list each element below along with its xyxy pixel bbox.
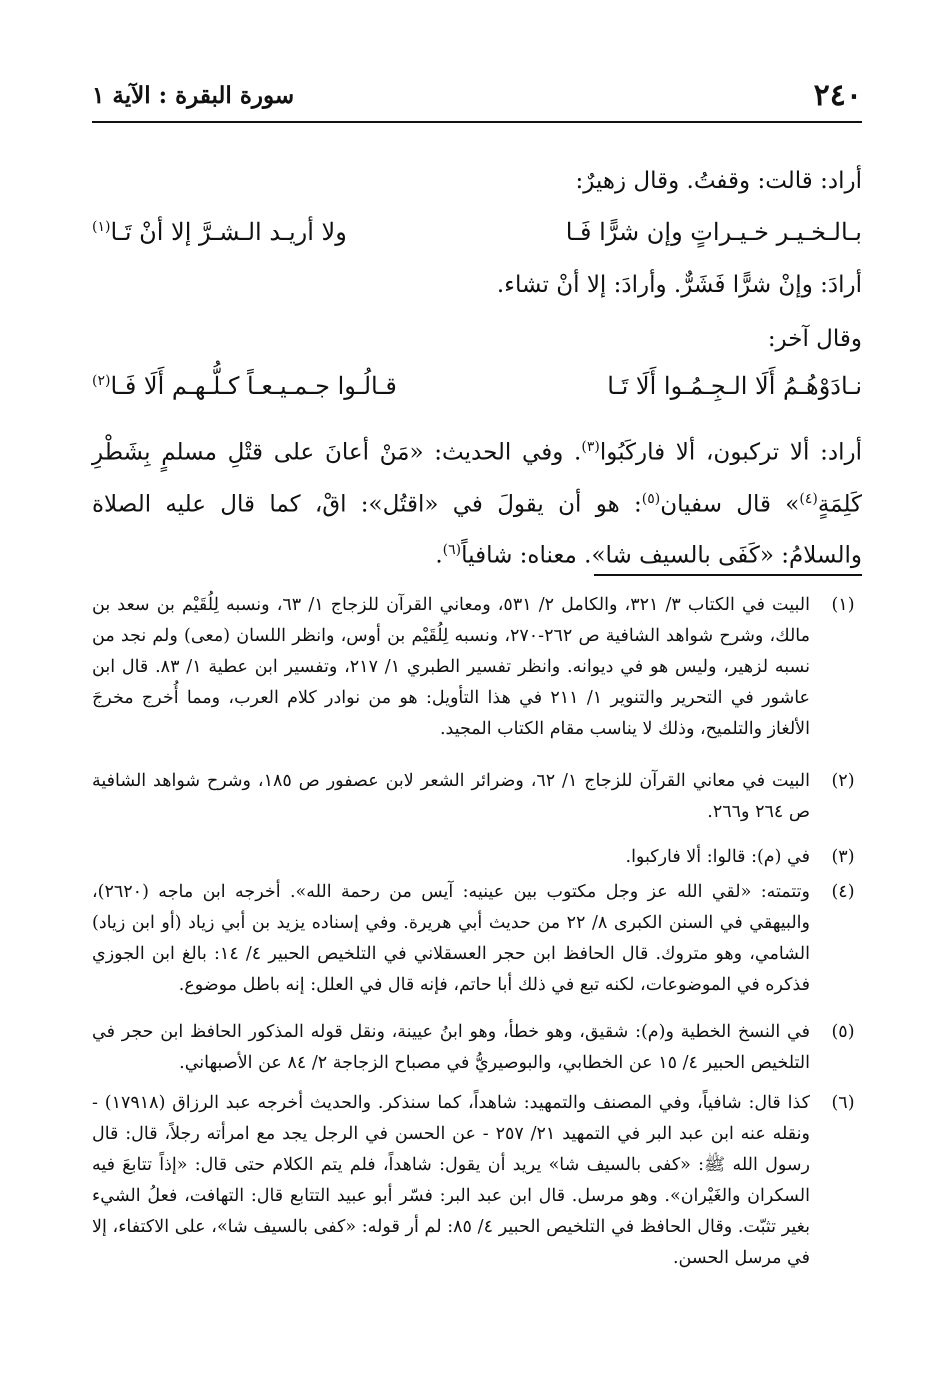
- footnote-ref-6: (٦): [442, 542, 462, 559]
- footnote-number: (٢): [831, 771, 855, 791]
- running-title: سورة البقرة : الآية ١: [92, 82, 295, 109]
- footnote-number: (٣): [831, 847, 855, 867]
- footnote-number: (١): [831, 595, 855, 615]
- footnote-text: في النسخ الخطية و(م): شقيق، وهو خطأ، وهو ابنُ عيينة، ونقل قوله المذكور الحافظ ابن حجر في التلخيص الحبير ٤/ ١٥ عن الخطابي، والبوصيريُّ في مصباح الزجاجة ٢/ ٨٤ عن الأصبهاني.: [92, 1022, 810, 1073]
- para-part-a: أراد: ألا تركبون، ألا فاركَبُوا: [599, 439, 862, 466]
- para-part-e: .: [435, 542, 443, 569]
- footnote-text: كذا قال: شافياً، وفي المصنف والتمهيد: شاهداً، كما سنذكر. والحديث أخرجه عبد الرزاق (١٧٩١٨) - ونقله عنه ابن عبد البر في التمهيد ٢١/ ٢٥٧ - عن الحسن في الرجل يجد مع امرأته رجلاً، قال: قال رسول الله ﷺ: «كفى بالسيف شا» يريد أن يقول: شاهداً، فلم يتم الكلام حتى قال: «إذاً تتابعَ فيه السكران والغَيْران». وهو مرسل. قال ابن عبد البر: فسّر أبو عبيد التتابع قال: التهافت، فعلُ الشيء بغير تثبّت. وقال الحافظ في التلخيص الحبير ٤/ ٨٥: لم أر قوله: «كفى بالسيف شا»، على الاكتفاء، إلا في مرسل الحسن.: [92, 1093, 810, 1268]
- verse-2-left-hemistich: [92, 372, 397, 400]
- verse-2: [92, 372, 862, 416]
- footnote-ref-1: (١): [92, 219, 111, 235]
- footnote-5: [92, 1017, 862, 1079]
- verse-2-left-text: قـالُـوا جـمـيـعـاً كـلُّـهـم أَلَا فَـا: [110, 372, 397, 400]
- footnote-text: في (م): قالوا: ألا فاركبوا.: [625, 847, 810, 867]
- footnote-ref-5: (٥): [641, 490, 661, 507]
- verse-1-right-hemistich: بـالـخـيـر خـيـراتٍ وإن شرًّا فَـا: [565, 218, 862, 246]
- footnote-number: (٥): [831, 1022, 855, 1042]
- verse-1-left-hemistich: [92, 218, 347, 246]
- footnote-4: [92, 877, 862, 1001]
- footnote-2: [92, 766, 862, 828]
- footnote-text: البيت في معاني القرآن للزجاج ١/ ٦٢، وضرائر الشعر لابن عصفور ص ١٨٥، وشرح شواهد الشافية ص ٢٦٤ و٢٦٦.: [92, 771, 810, 822]
- footnote-ref-4: (٤): [799, 490, 818, 507]
- footnote-6: [92, 1088, 862, 1274]
- verse-1-left-text: ولا أريـد الـشـرَّ إلا أنْ تَـا: [110, 218, 347, 246]
- para-part-d: : هو أن يقولَ في «اقتُل»: اقْ، كما قال عليه الصلاة والسلامُ: «كَفَى بالسيف شا». معناه: شافياً: [92, 491, 862, 569]
- footnote-ref-3: (٣): [581, 439, 600, 455]
- footnote-text: البيت في الكتاب ٣/ ٣٢١، والكامل ٢/ ٥٣١، ومعاني القرآن للزجاج ١/ ٦٣، ونسبه لِلُقَيْم بن سعد بن مالك، وشرح شواهد الشافية ص ٢٦٢-٢٧٠، ونسبه لِلُقَيْم بن أوس، وانظر اللسان (معى) ولم نجد من نسبه لزهير، وليس هو في ديوانه. وانظر تفسير الطبري ١/ ٢١٧، وتفسير ابن عطية ١/ ٨٣. قال ابن عاشور في التحرير والتنوير ١/ ٢١١ في هذا التأويل: هو من نوادر كلام العرب، ومما أُخرج مخرجَ الألغاز والتلميح، وذلك لا يناسب مقام الكتاب المجيد.: [92, 595, 811, 739]
- para-part-c: » قال سفيان: [660, 491, 800, 518]
- footnote-3: [92, 842, 862, 873]
- main-line-1: أراد: قالت: وقفتُ. وقال زهيرٌ:: [575, 168, 862, 194]
- page-header: [92, 74, 862, 120]
- footnote-ref-2: (٢): [92, 373, 111, 389]
- verse-1: [92, 218, 862, 262]
- footnote-number: (٦): [831, 1093, 855, 1113]
- main-paragraph: [92, 424, 862, 579]
- verse-2-right-hemistich: نـادَوْهُـمُ أَلَا الـجِـمُـوا أَلَا تَـا: [607, 372, 862, 400]
- page-number: ٢٤٠: [813, 78, 862, 113]
- footnote-text: وتتمته: «لقي الله عز وجل مكتوب بين عينيه: آيس من رحمة الله». أخرجه ابن ماجه (٢٦٢٠)، والبيهقي في السنن الكبرى ٨/ ٢٢ من حديث أبي هريرة. وفي إسناده يزيد بن أبي زياد (أو ابن زياد) الشامي، وهو متروك. قال الحافظ ابن حجر العسقلاني في التلخيص الحبير ٤/ ١٤: بالغ ابن الجوزي فذكره في الموضوعات، لكنه تبع في ذلك أبا حاتم، فإنه قال في العلل: إنه باطل موضوع.: [92, 882, 810, 995]
- main-line-2: أرادَ: وإنْ شرًّا فَشَرٌّ. وأرادَ: إلا أنْ تشاء.: [496, 272, 862, 298]
- header-rule: [92, 121, 862, 123]
- para-part-b: . وفي الحديث: «مَنْ أعانَ على قتْلِ مسلمٍ بِشَطْرِ كَلِمَةٍ: [92, 439, 863, 518]
- footnote-number: (٤): [831, 882, 855, 902]
- footnote-1: [92, 590, 862, 745]
- main-line-3: وقال آخر:: [767, 326, 862, 352]
- footnote-rule: [594, 574, 862, 576]
